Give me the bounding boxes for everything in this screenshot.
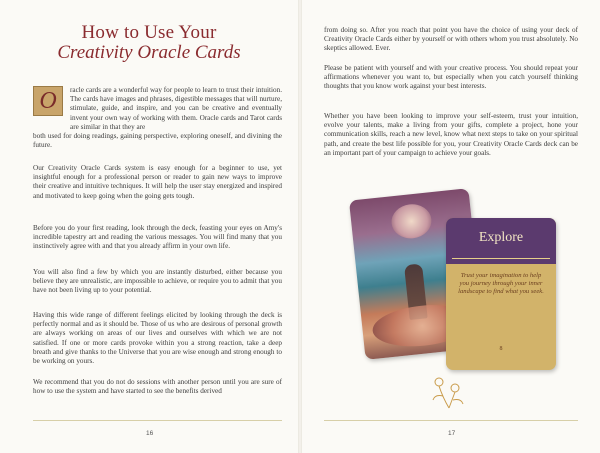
- footer-rule-left: [33, 420, 282, 421]
- chapter-title-line2: Creativity Oracle Cards: [57, 42, 241, 63]
- oracle-card-message: [446, 218, 556, 370]
- paragraph-4: You will also find a few by which you are instantly disturbed, either because you believe they are unrealistic, are impossible to achieve, or require you to admit that you have not been living up to your potential.: [33, 268, 282, 295]
- left-page: [0, 0, 298, 453]
- card-title: Explore: [478, 230, 524, 245]
- paragraph-6: We recommend that you do not do sessions with another person until you are sure of how to use the system and have started to see the benefits derived: [33, 378, 282, 396]
- footer-rule-right: [324, 420, 578, 421]
- paragraph-r1: from doing so. After you reach that point you have the choice of using your deck of Creativity Oracle Cards either by yourself or with others whom you trust absolutely. No skeptics allowed. Ever.: [324, 26, 578, 53]
- paragraph-r2: Please be patient with yourself and with your creative process. You should repeat your affirmations whenever you want to, but especially when you catch yourself thinking thoughts that you know work against your best interests.: [324, 64, 578, 91]
- flower-ornament-icon: [425, 374, 475, 410]
- card-number: 8: [499, 346, 503, 352]
- paragraph-3: Before you do your first reading, look through the deck, feasting your eyes on Amy's incredible tapestry art and reading the various messages. You will find many that you instinctively agree with and that you already affirm in your own life.: [33, 224, 282, 251]
- card-message: Trust your imagination to help you journey through your inner landscape to find what you seek.: [458, 272, 544, 295]
- page-number-left: 16: [146, 430, 154, 437]
- paragraph-1a: racle cards are a wonderful way for people to learn to trust their intuition. The cards have images and phrases, digestible messages that will nurture, stimulate, guide, and inspire, and you can be creative and eventually invent your own way of working with them. Oracle cards and Tarot cards are similar in that they are: [70, 86, 282, 131]
- dropcap-letter: O: [39, 88, 57, 114]
- paragraph-r3: Whether you have been looking to improve your self-esteem, trust your intuition, evolve your talents, make a living from your gifts, complete a project, hone your communication skills, reach a new level, know what next steps to take on your spiritual path, and create the best life possible for you, your Creativity Oracle Cards deck can be an important part of your campaign to achieve your goals.: [324, 112, 578, 157]
- page-number-right: 17: [448, 430, 456, 437]
- dropcap-ornament: [33, 86, 63, 116]
- paragraph-1b: both used for doing readings, gaining perspective, exploring oneself, and divining the future.: [33, 132, 282, 150]
- paragraph-5: Having this wide range of different feelings elicited by looking through the deck is perfectly normal and as it should be. Those of us who are desirous of personal growth are always working on areas of our lives and ourselves with which we are not satisfied. If one or more cards provoke within you a strong reaction, take a deep breath and give thanks to the Universe that you are wise enough and strong enough to be working on yours.: [33, 311, 282, 366]
- card-moon-face: [390, 202, 433, 240]
- card-header-rule: [452, 258, 550, 259]
- chapter-title-line1: How to Use Your: [81, 22, 217, 43]
- paragraph-2: Our Creativity Oracle Cards system is easy enough for a beginner to use, yet insightful enough for a professional person or reader to gain new ways to improve their creative and intuitive techniques. It will help the user stay energized and inspired and motivated to keep going when the going gets tough.: [33, 164, 282, 200]
